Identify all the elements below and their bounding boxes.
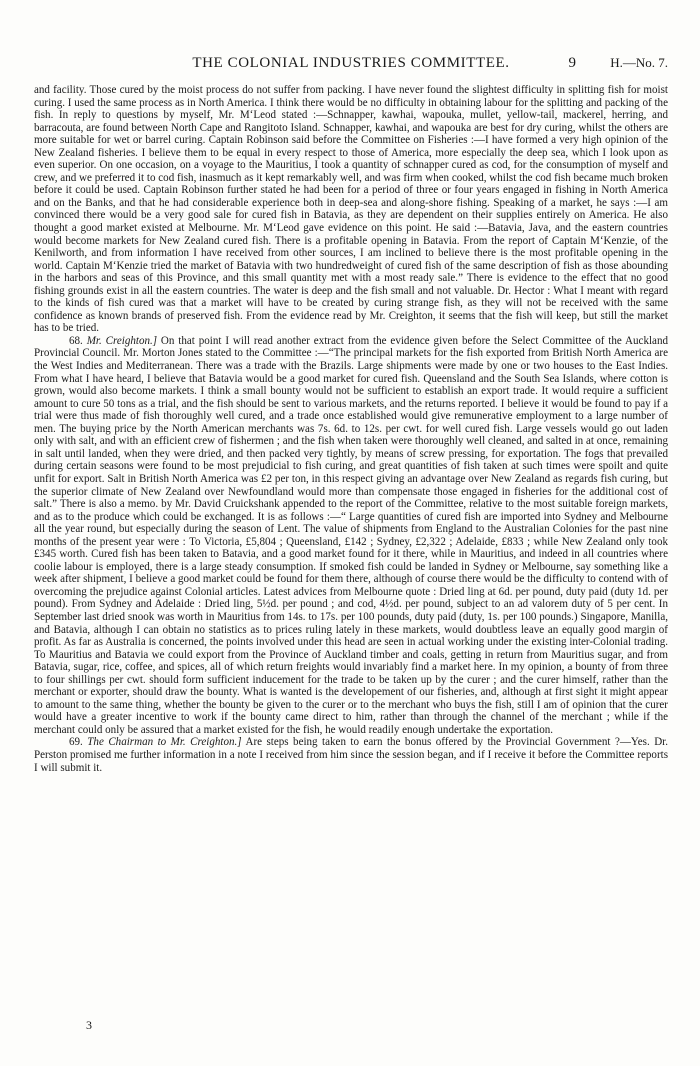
question-number: 69.: [69, 736, 83, 749]
signature-mark: 3: [86, 1018, 92, 1032]
page-number: 9: [568, 55, 576, 71]
speaker-label: Mr. Creighton.]: [86, 334, 158, 347]
page-header: [34, 55, 668, 75]
paragraph-text: Are steps being taken to earn the bonus offered by the Provincial Government ?—Yes. Dr. Perston promised me further information in a note I received from him since the session began, and if I receive it before the Committee reports I will submit it.: [34, 736, 669, 774]
paper-reference: H.—No. 7.: [610, 55, 668, 70]
paragraph-69: [34, 736, 668, 774]
paragraph-text: and facility. Those cured by the moist process do not suffer from packing. I have never found the slightest difficulty in splitting fish for moist curing. I used the same process as in North America. I think there would be no difficulty in obtaining labour for the splitting and packing of the fish. In reply to questions by myself, Mr. M‘Leod stated :—Schnapper, kawhai, wapouka, mullet, yellow-tail, mackerel, herring, and barracouta, are found between North Cape and Rangitoto Island. Schnapper, kawhai, and wapouka are best for dry curing, whilst the others are more suitable for wet or barrel curing. Captain Robinson said before the Committee on Fisheries :—I have formed a very high opinion of the New Zealand fisheries. I believe them to be equal in every respect to those of America, more especially the deep sea, which I look upon as even superior. On one occasion, on a voyage to the Mauritius, I took a quantity of schnapper cured as cod, for the consumption of myself and crew, and we preferred it to cod fish, inasmuch as it kept remarkably well, and was firm when cooked, whilst the cod fish became much broken before it could be used. Captain Robinson further stated he had been for a period of three or four years engaged in fishing in North America and on the Banks, and that he had considerable experience both in deep-sea and along-shore fishing. Speaking of a market, he says :—I am convinced there would be a very good sale for cured fish in Batavia, as they are dependent on their supplies entirely on America. He also thought a good market existed at Melbourne. Mr. M‘Leod gave evidence on this point. He said :—Batavia, Java, and the eastern countries would become markets for New Zealand cured fish. There is a profitable opening in Batavia. From the report of Captain M‘Kenzie, of the Kenilworth, and from information I have received from other sources, I am inclined to believe there is the most profitable opening in the world. Captain M‘Kenzie tried the market of Batavia with two hundredweight of cured fish of the same description of fish as those abounding in the harbors and seas of this Province, and this small quantity met with a most ready sale.” There is evidence to the effect that no good fishing grounds exist in all the eastern countries. The water is deep and the fish small and not valuable. Dr. Hector : What I meant with regard to the kinds of fish cured was that a market will have to be created by curing strange fish, as they will not be received with the same confidence as known brands of preserved fish. From the evidence read by Mr. Creighton, it seems that the fish will keep, but still the market has to be tried.: [34, 84, 668, 335]
speaker-label: The Chairman to Mr. Creighton.]: [87, 736, 242, 749]
paragraph-68: [34, 335, 668, 737]
question-number: 68.: [69, 334, 83, 347]
paragraph-text: On that point I will read another extract from the evidence given before the Select Committee of the Auckland Provincial Council. Mr. Morton Jones stated to the Committee :—“The principal markets for the fish exported from British North America are the West Indies and Mediterranean. There was a trade with the Brazils. Large shipments were made by one or two houses to the East Indies. From what I have heard, I believe that Batavia would be a good market for cured fish. Queensland and the South Sea Islands, where cotton is grown, would also become markets. I think a small bounty would not be sufficient to establish an export trade. It would require a sufficient amount to cure 50 tons as a trial, and the fish should be sent to various markets, and the returns reported. I believe it would be found to pay if a trial were thus made of fish thoroughly well cured, and a trade once established would give remunerative employment to a large number of men. The buying price by the North American merchants was 7s. 6d. to 12s. per cwt. for well cured fish. Large vessels would go out laden only with salt, and with an efficient crew of fishermen ; and the fish when taken were thoroughly well cleaned, and salted in at once, remaining in salt until landed, when they were dried, and then packed very tightly, by means of screw pressing, for exportation. The fogs that prevailed during certain seasons were found to be most prejudicial to fish curing, and great quantities of fish taken at such times were spoilt and quite unfit for export. Salt in British North America was £2 per ton, in this respect giving an advantage over New Zealand as regards fish curing, but the superior climate of New Zealand over Newfoundland would more than compensate those engaged in fisheries for the additional cost of salt.” There is also a memo. by Mr. David Cruickshank appended to the report of the Committee, relative to the most suitable foreign markets, and as to the produce which could be exchanged. It is as follows :—“ Large quantities of cured fish are imported into Sydney and Melbourne all the year round, but especially during the season of Lent. The value of shipments from England to the Australian Colonies for the past nine months of the present year were : To Victoria, £5,804 ; Queensland, £142 ; Sydney, £2,322 ; Adelaide, £833 ; while New Zealand only took £345 worth. Cured fish has been taken to Batavia, and a good market found for it there, while in Mauritius, and indeed in all countries where coolie labour is employed, there is a large steady consumption. If smoked fish could be landed in Sydney or Melbourne, say something like a week after shipment, I believe a good market could be found for them there, although of course there would be the difficulty to contend with of overcoming the prejudice against Colonial articles. Latest advices from Melbourne quote : Dried ling at 6d. per pound, duty paid (duty 1d. per pound). From Sydney and Adelaide : Dried ling, 5½d. per pound ; and cod, 4½d. per pound, subject to an ad valorem duty of 5 per cent. In September last dried snook was worth in Mauritius from 14s. to 17s. per 100 pounds, duty paid (duty, 1s. per 100 pounds.) Singapore, Manilla, and Batavia, although I can obtain no statistics as to prices ruling lately in these markets, would doubtless leave an equally good margin of profit. As far as Australia is concerned, the points involved under this head are seen in actual working under the existing inter-Colonial trading. To Mauritius and Batavia we could export from the Province of Auckland timber and coals, getting in return from Mauritius sugar, and from Batavia, sugar, rice, coffee, and spices, all of which return freights would invariably find a market here. In my opinion, a bounty of from three to four shillings per cwt. should form sufficient inducement for the trade to be taken up by the curer ; and the curer himself, rather than the merchant or exporter, should draw the bounty. What is wanted is the developement of our fisheries, and, although at first sight it might appear to amount to the same thing, whether the bounty be given to the curer or to the merchant who buys the fish, still I am of opinion that the curer would have a greater incentive to work if the bounty came direct to him, rather than through the channel of the merchant ; while if the merchant could only be assured that a market existed for the fish, he would readily enough undertake the exportation.: [34, 334, 668, 736]
body-text: [34, 84, 668, 774]
paragraph-continued: [34, 84, 668, 335]
running-title: THE COLONIAL INDUSTRIES COMMITTEE.: [192, 55, 510, 71]
